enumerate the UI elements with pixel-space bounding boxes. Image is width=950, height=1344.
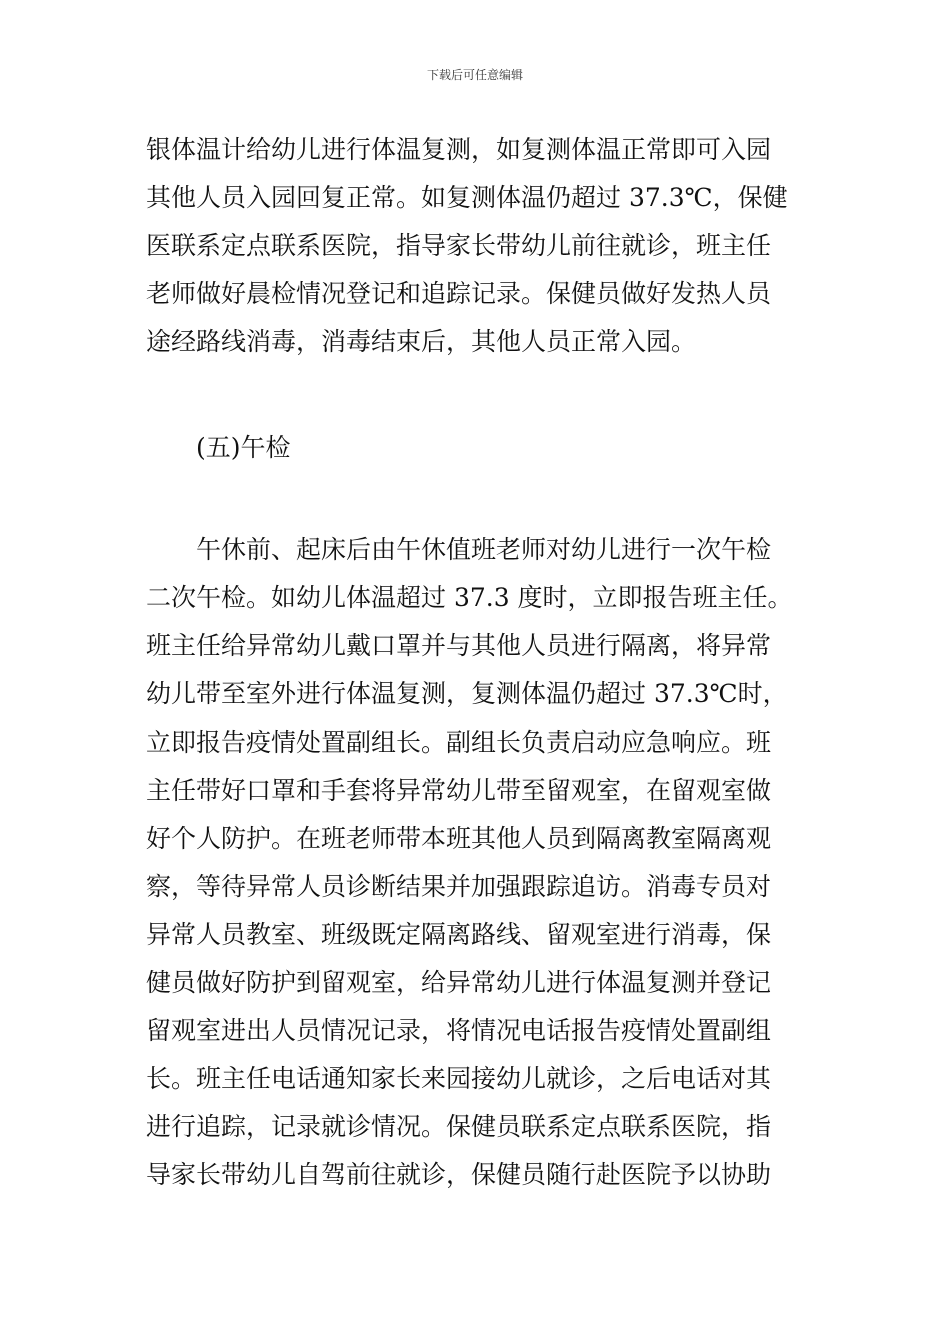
paragraph-line: 健员做好防护到留观室，给异常幼儿进行体温复测并登记 bbox=[146, 968, 772, 997]
paragraph-line: 途经路线消毒，消毒结束后，其他人员正常入园。 bbox=[146, 327, 697, 356]
paragraph-line: 长。班主任电话通知家长来园接幼儿就诊，之后电话对其 bbox=[146, 1064, 772, 1093]
paragraph-line: 班主任给异常幼儿戴口罩并与其他人员进行隔离，将异常 bbox=[146, 631, 772, 660]
section-heading: (五)午检 bbox=[196, 433, 291, 462]
paragraph-line: 立即报告疫情处置副组长。副组长负责启动应急响应。班 bbox=[146, 728, 772, 757]
paragraph-line: 医联系定点联系医院，指导家长带幼儿前往就诊，班主任 bbox=[146, 231, 772, 260]
paragraph-line: 银体温计给幼儿进行体温复测，如复测体温正常即可入园 bbox=[146, 135, 772, 164]
header-note: 下载后可任意编辑 bbox=[426, 68, 523, 82]
paragraph-line: 二次午检。如幼儿体温超过 37.3 度时，立即报告班主任。 bbox=[146, 583, 793, 612]
paragraph-line: 幼儿带至室外进行体温复测，复测体温仍超过 37.3℃时， bbox=[146, 679, 788, 708]
paragraph-line: 午休前、起床后由午休值班老师对幼儿进行一次午检 bbox=[146, 535, 772, 564]
paragraph-line: 异常人员教室、班级既定隔离路线、留观室进行消毒，保 bbox=[146, 920, 772, 949]
paragraph-line: 察，等待异常人员诊断结果并加强跟踪追访。消毒专员对 bbox=[146, 872, 772, 901]
paragraph-line: 好个人防护。在班老师带本班其他人员到隔离教室隔离观 bbox=[146, 824, 772, 853]
paragraph-line: 主任带好口罩和手套将异常幼儿带至留观室，在留观室做 bbox=[146, 776, 772, 805]
paragraph-line: 导家长带幼儿自驾前往就诊，保健员随行赴医院予以协助 bbox=[146, 1160, 772, 1189]
paragraph-line: 留观室进出人员情况记录，将情况电话报告疫情处置副组 bbox=[146, 1016, 772, 1045]
paragraph-line: 其他人员入园回复正常。如复测体温仍超过 37.3℃，保健 bbox=[146, 183, 788, 212]
paragraph-line: 进行追踪，记录就诊情况。保健员联系定点联系医院，指 bbox=[146, 1112, 772, 1141]
paragraph-line: 老师做好晨检情况登记和追踪记录。保健员做好发热人员 bbox=[146, 279, 772, 308]
